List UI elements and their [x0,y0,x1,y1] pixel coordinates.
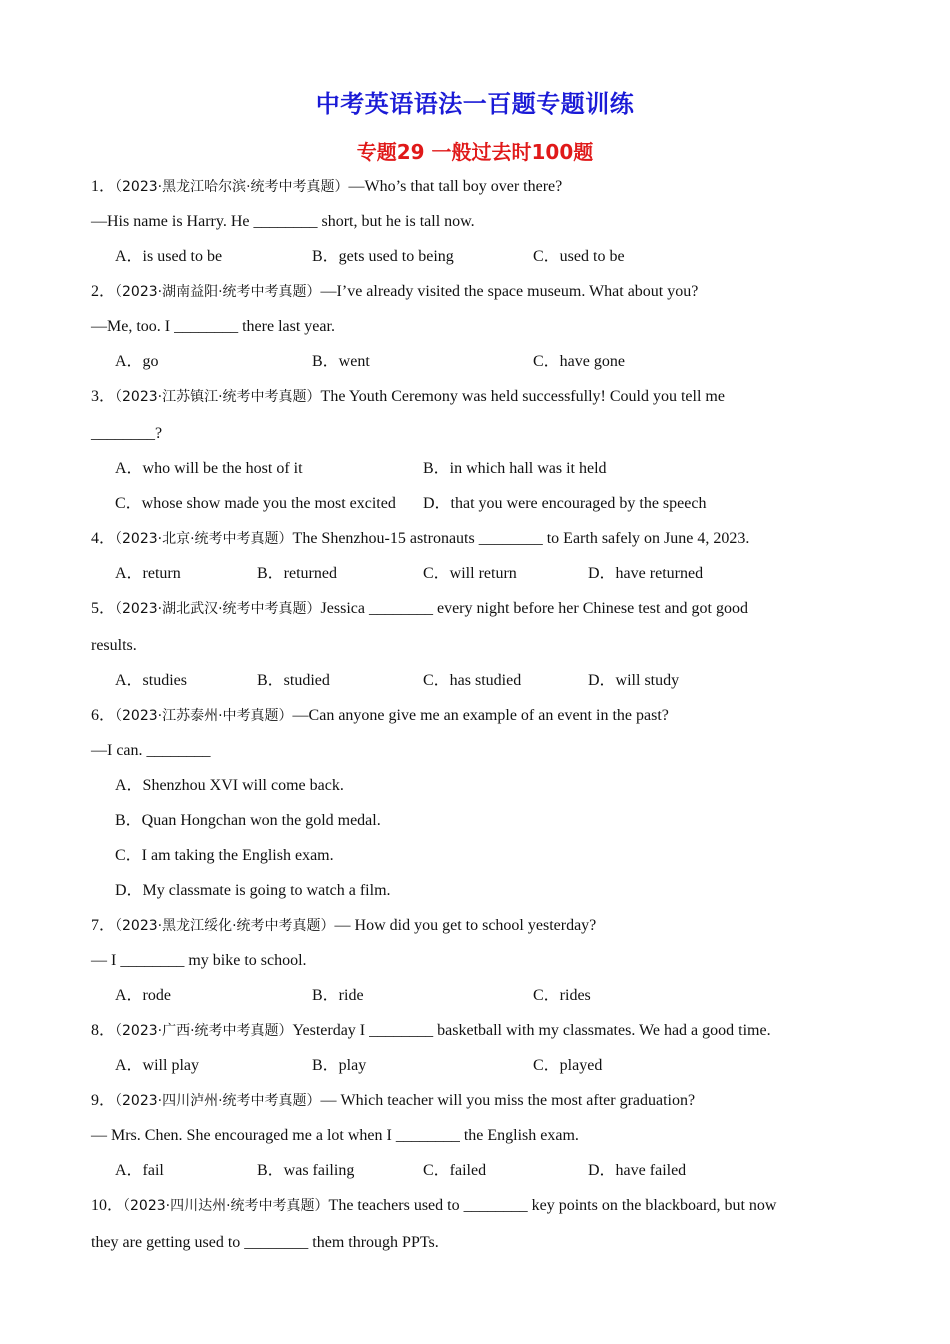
option-c: C．I am taking the English exam. [115,847,334,864]
question-source: （2023·湖南益阳·统考中考真题） [115,284,321,300]
option-a: A．fail [115,1162,164,1179]
option-c: C．used to be [533,248,625,265]
question-source: （2023·四川达州·统考中考真题） [123,1198,329,1214]
question-source: （2023·湖北武汉·统考中考真题） [115,601,321,617]
question-number: 3． [91,388,116,405]
question-line: — Mrs. Chen. She encouraged me a lot when I ________ the English exam. [91,1127,579,1144]
question-number: 8． [91,1022,116,1039]
option-b: B．Quan Hongchan won the gold medal. [115,812,381,829]
question-2-stem [91,281,698,303]
question-text: —I’ve already visited the space museum. What about you? [320,283,699,300]
option-c: C．failed [423,1162,487,1179]
page-subtitle: 专题29 一般过去时100题 [356,140,594,164]
question-source: （2023·江苏镇江·统考中考真题） [115,389,321,405]
question-number: 10． [91,1197,124,1214]
question-source: （2023·广西·统考中考真题） [115,1023,293,1039]
option-d: D．have failed [588,1162,687,1179]
question-number: 1． [91,178,116,195]
question-9-stem [91,1090,695,1112]
option-d: D．that you were encouraged by the speech [423,495,707,512]
question-line: they are getting used to ________ them through PPTs. [91,1234,439,1251]
option-c: C．have gone [533,353,625,370]
option-b: B．ride [312,987,364,1004]
question-number: 2． [91,283,116,300]
question-line: — I ________ my bike to school. [91,952,307,969]
question-5-stem [91,598,748,620]
option-a: A．rode [115,987,171,1004]
question-source: （2023·黑龙江绥化·统考中考真题） [115,918,335,934]
question-8-stem [91,1020,771,1042]
option-c: C．will return [423,565,517,582]
question-source: （2023·四川泸州·统考中考真题） [115,1093,321,1109]
option-d: D．will study [588,672,680,689]
question-line: —I can. ________ [91,742,211,759]
option-a: A．is used to be [115,248,223,265]
option-b: B．returned [257,565,337,582]
question-4-stem [91,528,749,550]
question-source: （2023·黑龙江哈尔滨·统考中考真题） [115,179,349,195]
question-number: 4． [91,530,116,547]
question-line: —His name is Harry. He ________ short, but he is tall now. [91,213,475,230]
option-a: A．will play [115,1057,199,1074]
option-c: C．has studied [423,672,522,689]
question-number: 7． [91,917,116,934]
question-number: 6． [91,707,116,724]
question-number: 5． [91,600,116,617]
question-7-stem [91,915,596,937]
option-c: C．rides [533,987,591,1004]
question-source: （2023·江苏泰州·中考真题） [115,708,293,724]
option-a: A．return [115,565,181,582]
question-text: Yesterday I ________ basketball with my classmates. We had a good time. [292,1022,771,1039]
option-b: B．was failing [257,1162,355,1179]
option-c: C．whose show made you the most excited [115,495,396,512]
page-title: 中考英语语法一百题专题训练 [315,90,635,118]
question-6-stem [91,705,669,727]
option-b: B．in which hall was it held [423,460,607,477]
question-text: — How did you get to school yesterday? [334,917,597,934]
question-text: Jessica ________ every night before her Chinese test and got good [320,600,748,617]
question-text: The Youth Ceremony was held successfully! Could you tell me [320,388,725,405]
question-text: — Which teacher will you miss the most after graduation? [320,1092,696,1109]
option-a: A．who will be the host of it [115,460,303,477]
question-text: The Shenzhou-15 astronauts ________ to Earth safely on June 4, 2023. [292,530,750,547]
option-b: B．play [312,1057,367,1074]
question-text: —Who’s that tall boy over there? [348,178,563,195]
option-c: C．played [533,1057,603,1074]
option-b: B．studied [257,672,330,689]
question-1-stem [91,176,562,198]
option-a: A．Shenzhou XVI will come back. [115,777,344,794]
question-text: The teachers used to ________ key points on the blackboard, but now [328,1197,777,1214]
question-source: （2023·北京·统考中考真题） [115,531,293,547]
question-number: 9． [91,1092,116,1109]
option-a: A．studies [115,672,188,689]
question-line: ________? [91,425,163,442]
question-3-stem [91,386,725,408]
question-line: results. [91,637,137,654]
option-a: A．go [115,353,159,370]
question-10-stem [91,1195,776,1217]
option-b: B．gets used to being [312,248,454,265]
question-text: —Can anyone give me an example of an event in the past? [292,707,669,724]
question-line: —Me, too. I ________ there last year. [91,318,335,335]
option-d: D．have returned [588,565,704,582]
option-b: B．went [312,353,370,370]
option-d: D．My classmate is going to watch a film. [115,882,391,899]
